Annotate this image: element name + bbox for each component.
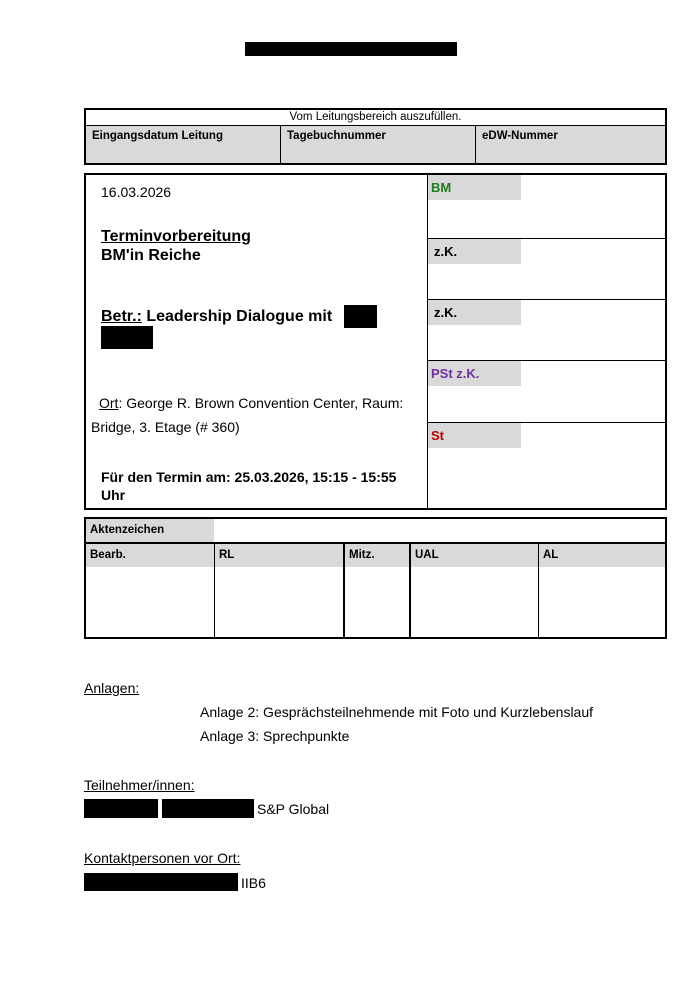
column-header: Mitz. (349, 549, 375, 561)
column-header: AL (543, 549, 559, 561)
termin-line-2: Uhr (101, 487, 126, 503)
participant-org: S&P Global (257, 801, 330, 817)
divider (538, 544, 539, 637)
column-ual (411, 544, 538, 637)
column-header: UAL (415, 549, 439, 561)
betreff-line (101, 308, 332, 326)
vorlage-date: 16.03.2026 (101, 184, 172, 200)
signature-row-st (428, 423, 665, 508)
anlage-item: Anlage 3: Sprechpunkte (200, 728, 350, 744)
signature-label: St (428, 423, 521, 448)
signature-label: BM (428, 175, 521, 200)
redacted-participant-last (162, 799, 254, 818)
ort-label: Ort (99, 395, 119, 411)
signature-row-bm (428, 175, 665, 239)
redacted-contact (84, 873, 238, 891)
vorlage-content (86, 175, 428, 508)
column-header: Bearb. (90, 549, 126, 561)
divider (409, 544, 411, 637)
redacted-header (245, 42, 457, 56)
ort-text: : George R. Brown Convention Center, Raum: (118, 395, 404, 411)
signature-label: z.K. (428, 239, 521, 264)
redacted-participant-first (84, 799, 158, 818)
vorlage-title: Terminvorbereitung (101, 228, 251, 245)
signature-row-zk (428, 239, 665, 300)
aktenzeichen-box (84, 517, 667, 639)
contact-unit: IIB6 (241, 875, 266, 891)
divider (214, 544, 215, 637)
anlage-item: Anlage 2: Gesprächsteilnehmende mit Foto und Kurzlebenslauf (200, 704, 594, 720)
teilnehmer-heading: Teilnehmer/innen: (84, 777, 195, 793)
ort-text-2: Bridge, 3. Etage (# 360) (91, 419, 240, 435)
signature-label: PSt z.K. (428, 361, 521, 386)
column-mitz (345, 544, 409, 637)
signature-label: z.K. (428, 300, 521, 325)
signature-column (428, 175, 665, 508)
leitungsbereich-box (84, 108, 667, 165)
betreff-label: Betr.: (101, 308, 142, 325)
aktenzeichen-label: Aktenzeichen (86, 519, 214, 542)
signature-row-zk-2 (428, 300, 665, 361)
signature-row-pst (428, 361, 665, 423)
kontakt-heading: Kontaktpersonen vor Ort: (84, 850, 241, 866)
betreff-text: Leadership Dialogue mit (141, 308, 333, 325)
column-al (539, 544, 665, 637)
column-rl (215, 544, 343, 637)
divider (343, 544, 345, 637)
vorlage-subtitle: BM'in Reiche (101, 247, 201, 264)
leitungsbereich-header: Vom Leitungsbereich auszufüllen. (86, 110, 665, 126)
redacted-name (344, 305, 377, 328)
anlagen-heading: Anlagen: (84, 680, 140, 696)
ort-line (99, 395, 403, 411)
vorlage-box (84, 173, 667, 510)
leitungsbereich-fields (86, 126, 665, 163)
tagebuchnummer-field: Tagebuchnummer (280, 126, 475, 163)
column-header: RL (219, 549, 235, 561)
redacted-name-2 (101, 326, 153, 349)
edw-nummer-field: eDW-Nummer (475, 126, 665, 163)
termin-line: Für den Termin am: 25.03.2026, 15:15 - 15:55 (101, 469, 397, 485)
eingangsdatum-field: Eingangsdatum Leitung (86, 126, 280, 163)
column-bearb (86, 544, 214, 637)
